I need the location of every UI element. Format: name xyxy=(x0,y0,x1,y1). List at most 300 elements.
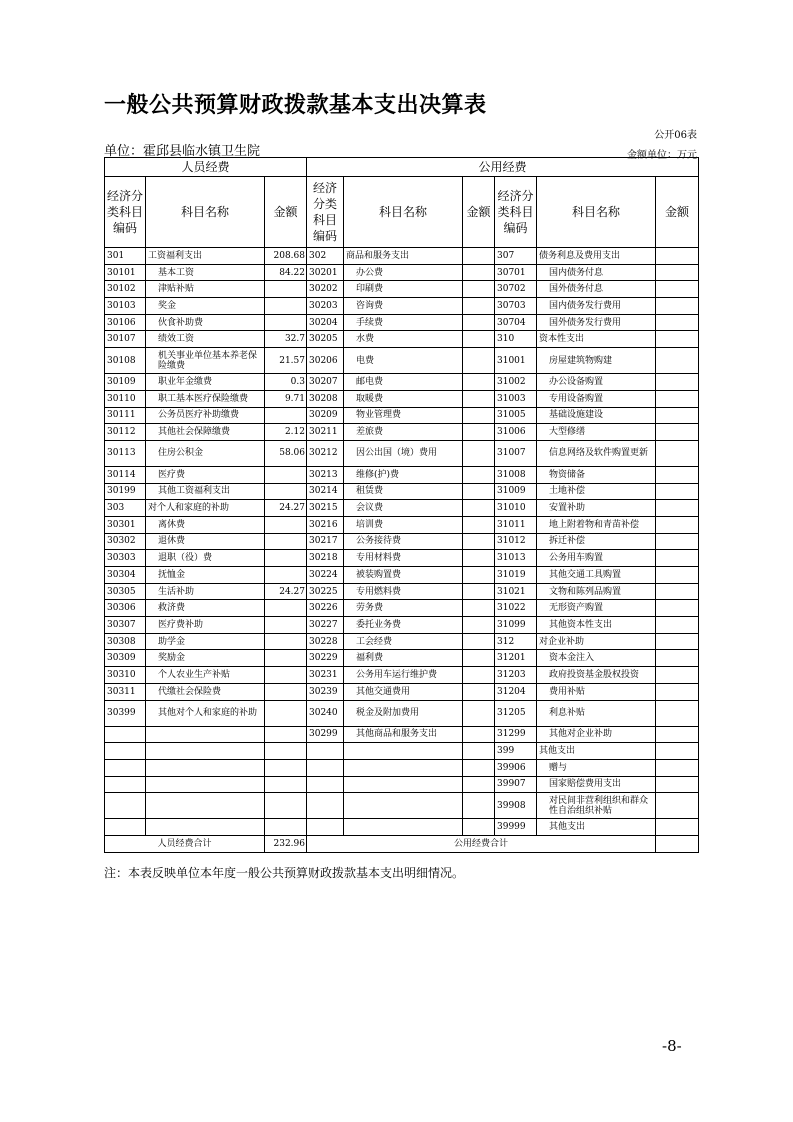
table-row xyxy=(105,314,699,331)
name-cell: 无形资产购置 xyxy=(537,600,656,617)
amount-cell xyxy=(265,281,307,298)
table-row xyxy=(105,516,699,533)
code-cell: 30103 xyxy=(105,298,146,315)
code-cell: 30704 xyxy=(495,314,537,331)
amount-cell xyxy=(463,264,495,281)
code-cell: 39999 xyxy=(495,819,537,836)
amount-cell: 24.27 xyxy=(265,500,307,517)
code-cell: 30106 xyxy=(105,314,146,331)
amount-cell xyxy=(656,466,699,483)
amount-cell xyxy=(656,743,699,760)
amount-cell: 0.3 xyxy=(265,374,307,391)
code-cell: 30307 xyxy=(105,617,146,634)
table-row xyxy=(105,650,699,667)
amount-cell xyxy=(656,617,699,634)
name-cell: 公务员医疗补助缴费 xyxy=(146,407,265,424)
name-cell: 文物和陈列品购置 xyxy=(537,583,656,600)
name-cell: 债务利息及费用支出 xyxy=(537,248,656,265)
amount-cell xyxy=(656,440,699,466)
amount-cell xyxy=(656,667,699,684)
code-cell: 31013 xyxy=(495,550,537,567)
code-cell: 30216 xyxy=(307,516,344,533)
amount-cell xyxy=(656,516,699,533)
amount-cell xyxy=(463,776,495,793)
code-cell: 31022 xyxy=(495,600,537,617)
table-row xyxy=(105,700,699,726)
name-cell: 因公出国（境）费用 xyxy=(344,440,463,466)
table-row xyxy=(105,819,699,836)
personnel-total-label: 人员经费合计 xyxy=(105,835,265,852)
name-cell xyxy=(146,759,265,776)
amount-cell xyxy=(463,483,495,500)
amount-cell xyxy=(656,424,699,441)
name-cell: 手续费 xyxy=(344,314,463,331)
amount-cell xyxy=(265,759,307,776)
name-cell: 资本性支出 xyxy=(537,331,656,348)
name-cell: 对个人和家庭的补助 xyxy=(146,500,265,517)
code-cell: 30206 xyxy=(307,348,344,374)
code-cell: 30304 xyxy=(105,567,146,584)
amount-cell xyxy=(463,793,495,819)
code-cell: 31008 xyxy=(495,466,537,483)
table-row xyxy=(105,424,699,441)
public-total-value xyxy=(656,835,699,852)
name-cell xyxy=(344,743,463,760)
name-cell: 培训费 xyxy=(344,516,463,533)
name-cell: 离休费 xyxy=(146,516,265,533)
amount-cell xyxy=(265,567,307,584)
name-cell: 其他资本性支出 xyxy=(537,617,656,634)
table-row xyxy=(105,776,699,793)
amount-cell xyxy=(656,650,699,667)
name-cell: 福利费 xyxy=(344,650,463,667)
code-cell: 30240 xyxy=(307,700,344,726)
name-cell: 政府投资基金股权投资 xyxy=(537,667,656,684)
code-cell: 30201 xyxy=(307,264,344,281)
amount-cell xyxy=(265,550,307,567)
amount-cell xyxy=(463,281,495,298)
code-cell: 31007 xyxy=(495,440,537,466)
name-cell: 邮电费 xyxy=(344,374,463,391)
code-cell: 30108 xyxy=(105,348,146,374)
amount-cell xyxy=(463,516,495,533)
table-row xyxy=(105,248,699,265)
code-cell: 307 xyxy=(495,248,537,265)
name-cell: 其他对个人和家庭的补助 xyxy=(146,700,265,726)
name-cell: 其他交通工具购置 xyxy=(537,567,656,584)
code-cell: 31204 xyxy=(495,683,537,700)
code-cell xyxy=(105,793,146,819)
col-name-header: 科目名称 xyxy=(344,177,463,248)
code-cell: 30211 xyxy=(307,424,344,441)
amount-cell xyxy=(265,314,307,331)
amount-cell xyxy=(463,683,495,700)
code-cell xyxy=(307,819,344,836)
col-code-header: 经济分类科目编码 xyxy=(307,177,344,248)
name-cell: 会议费 xyxy=(344,500,463,517)
name-cell: 公务用车购置 xyxy=(537,550,656,567)
name-cell: 助学金 xyxy=(146,633,265,650)
name-cell xyxy=(146,776,265,793)
table-row xyxy=(105,743,699,760)
name-cell: 抚恤金 xyxy=(146,567,265,584)
col-name-header: 科目名称 xyxy=(537,177,656,248)
name-cell: 对企业补助 xyxy=(537,633,656,650)
name-cell xyxy=(344,776,463,793)
name-cell: 物业管理费 xyxy=(344,407,463,424)
amount-cell xyxy=(463,533,495,550)
amount-cell xyxy=(656,583,699,600)
amount-cell xyxy=(656,683,699,700)
amount-cell xyxy=(463,348,495,374)
code-cell: 39908 xyxy=(495,793,537,819)
money-unit: 金额单位：万元 xyxy=(627,150,697,161)
amount-cell xyxy=(463,407,495,424)
name-cell: 委托业务费 xyxy=(344,617,463,634)
name-cell: 房屋建筑物购建 xyxy=(537,348,656,374)
amount-cell: 2.12 xyxy=(265,424,307,441)
unit-label: 单位：霍邱县临水镇卫生院 xyxy=(104,144,261,159)
name-cell: 对民间非营利组织和群众性自治组织补贴 xyxy=(537,793,656,819)
col-amount-header: 金额 xyxy=(463,177,495,248)
code-cell xyxy=(105,819,146,836)
code-cell: 30212 xyxy=(307,440,344,466)
amount-cell xyxy=(656,407,699,424)
expenditure-table xyxy=(104,157,699,853)
amount-cell: 208.68 xyxy=(265,248,307,265)
code-cell: 31201 xyxy=(495,650,537,667)
form-number: 公开06表 xyxy=(654,130,697,141)
amount-cell xyxy=(656,348,699,374)
amount-cell xyxy=(656,550,699,567)
amount-cell xyxy=(463,583,495,600)
amount-cell xyxy=(463,667,495,684)
code-cell xyxy=(307,759,344,776)
name-cell: 税金及附加费用 xyxy=(344,700,463,726)
amount-cell xyxy=(463,298,495,315)
table-row xyxy=(105,483,699,500)
personnel-header: 人员经费 xyxy=(105,158,307,177)
name-cell xyxy=(146,726,265,743)
amount-cell: 9.71 xyxy=(265,390,307,407)
name-cell: 住房公积金 xyxy=(146,440,265,466)
code-cell: 30239 xyxy=(307,683,344,700)
table-note: 注：本表反映单位本年度一般公共预算财政拨款基本支出明细情况。 xyxy=(104,866,465,880)
name-cell: 专用燃料费 xyxy=(344,583,463,600)
name-cell: 办公设备购置 xyxy=(537,374,656,391)
code-cell: 30112 xyxy=(105,424,146,441)
amount-cell xyxy=(656,700,699,726)
name-cell: 费用补贴 xyxy=(537,683,656,700)
code-cell: 30228 xyxy=(307,633,344,650)
table-row xyxy=(105,683,699,700)
name-cell: 土地补偿 xyxy=(537,483,656,500)
code-cell: 30199 xyxy=(105,483,146,500)
name-cell: 国内债务发行费用 xyxy=(537,298,656,315)
name-cell: 拆迁补偿 xyxy=(537,533,656,550)
table-row xyxy=(105,567,699,584)
amount-cell xyxy=(656,819,699,836)
code-cell: 30110 xyxy=(105,390,146,407)
code-cell: 30207 xyxy=(307,374,344,391)
amount-cell xyxy=(265,650,307,667)
amount-cell xyxy=(463,600,495,617)
name-cell: 专用材料费 xyxy=(344,550,463,567)
name-cell: 电费 xyxy=(344,348,463,374)
code-cell: 312 xyxy=(495,633,537,650)
amount-cell xyxy=(463,726,495,743)
code-cell: 30109 xyxy=(105,374,146,391)
code-cell: 31003 xyxy=(495,390,537,407)
amount-cell xyxy=(656,776,699,793)
code-cell: 30205 xyxy=(307,331,344,348)
table-row xyxy=(105,331,699,348)
amount-cell xyxy=(463,567,495,584)
col-name-header: 科目名称 xyxy=(146,177,265,248)
amount-cell xyxy=(265,483,307,500)
code-cell: 30225 xyxy=(307,583,344,600)
code-cell: 30217 xyxy=(307,533,344,550)
name-cell: 地上附着物和青苗补偿 xyxy=(537,516,656,533)
name-cell xyxy=(146,819,265,836)
name-cell: 被装购置费 xyxy=(344,567,463,584)
amount-cell xyxy=(265,600,307,617)
code-cell: 30703 xyxy=(495,298,537,315)
name-cell: 安置补助 xyxy=(537,500,656,517)
code-cell: 302 xyxy=(307,248,344,265)
table-row xyxy=(105,298,699,315)
code-cell: 30311 xyxy=(105,683,146,700)
amount-cell xyxy=(265,407,307,424)
name-cell: 救济费 xyxy=(146,600,265,617)
code-cell: 30101 xyxy=(105,264,146,281)
code-cell xyxy=(105,776,146,793)
public-header: 公用经费 xyxy=(307,158,699,177)
code-cell: 31021 xyxy=(495,583,537,600)
name-cell xyxy=(344,819,463,836)
code-cell: 30113 xyxy=(105,440,146,466)
code-cell: 30303 xyxy=(105,550,146,567)
amount-cell xyxy=(463,248,495,265)
table-row xyxy=(105,667,699,684)
code-cell: 30301 xyxy=(105,516,146,533)
name-cell: 租赁费 xyxy=(344,483,463,500)
code-cell xyxy=(307,793,344,819)
name-cell: 退休费 xyxy=(146,533,265,550)
page-number: -8- xyxy=(662,1037,682,1055)
name-cell xyxy=(344,759,463,776)
amount-cell xyxy=(463,633,495,650)
amount-cell xyxy=(463,331,495,348)
code-cell: 31009 xyxy=(495,483,537,500)
name-cell: 国外债务付息 xyxy=(537,281,656,298)
table-row xyxy=(105,390,699,407)
amount-cell: 21.57 xyxy=(265,348,307,374)
name-cell: 基本工资 xyxy=(146,264,265,281)
amount-cell xyxy=(656,533,699,550)
amount-cell xyxy=(656,600,699,617)
amount-cell: 84.22 xyxy=(265,264,307,281)
code-cell: 30102 xyxy=(105,281,146,298)
amount-cell xyxy=(656,248,699,265)
table-row xyxy=(105,374,699,391)
code-cell: 30226 xyxy=(307,600,344,617)
code-cell: 399 xyxy=(495,743,537,760)
amount-cell xyxy=(265,793,307,819)
name-cell: 公务接待费 xyxy=(344,533,463,550)
table-row xyxy=(105,617,699,634)
code-cell: 30224 xyxy=(307,567,344,584)
amount-cell xyxy=(656,500,699,517)
table-row xyxy=(105,583,699,600)
code-cell: 30306 xyxy=(105,600,146,617)
code-cell: 30227 xyxy=(307,617,344,634)
table-row xyxy=(105,500,699,517)
name-cell: 取暖费 xyxy=(344,390,463,407)
code-cell: 30305 xyxy=(105,583,146,600)
amount-cell xyxy=(265,700,307,726)
code-cell: 31299 xyxy=(495,726,537,743)
code-cell: 30302 xyxy=(105,533,146,550)
amount-cell xyxy=(656,567,699,584)
name-cell: 国外债务发行费用 xyxy=(537,314,656,331)
col-code-header: 经济分类科目编码 xyxy=(495,177,537,248)
name-cell: 咨询费 xyxy=(344,298,463,315)
code-cell: 39907 xyxy=(495,776,537,793)
code-cell: 30702 xyxy=(495,281,537,298)
amount-cell xyxy=(265,819,307,836)
amount-cell xyxy=(463,743,495,760)
name-cell: 维修(护)费 xyxy=(344,466,463,483)
amount-cell xyxy=(463,440,495,466)
name-cell: 基础设施建设 xyxy=(537,407,656,424)
amount-cell xyxy=(265,466,307,483)
table-row xyxy=(105,440,699,466)
name-cell: 国家赔偿费用支出 xyxy=(537,776,656,793)
code-cell: 31205 xyxy=(495,700,537,726)
name-cell: 差旅费 xyxy=(344,424,463,441)
code-cell: 30204 xyxy=(307,314,344,331)
table-row xyxy=(105,533,699,550)
code-cell xyxy=(307,776,344,793)
amount-cell xyxy=(656,483,699,500)
name-cell: 利息补贴 xyxy=(537,700,656,726)
amount-cell xyxy=(265,617,307,634)
amount-cell xyxy=(265,776,307,793)
code-cell: 30213 xyxy=(307,466,344,483)
amount-cell: 32.7 xyxy=(265,331,307,348)
name-cell: 津贴补贴 xyxy=(146,281,265,298)
amount-cell xyxy=(656,374,699,391)
code-cell: 30701 xyxy=(495,264,537,281)
code-cell: 30111 xyxy=(105,407,146,424)
amount-cell xyxy=(265,683,307,700)
name-cell: 水费 xyxy=(344,331,463,348)
table-row xyxy=(105,759,699,776)
name-cell: 医疗费补助 xyxy=(146,617,265,634)
code-cell: 30202 xyxy=(307,281,344,298)
code-cell: 30310 xyxy=(105,667,146,684)
code-cell: 30399 xyxy=(105,700,146,726)
code-cell xyxy=(307,743,344,760)
code-cell: 30107 xyxy=(105,331,146,348)
table-row xyxy=(105,407,699,424)
code-cell: 31099 xyxy=(495,617,537,634)
amount-cell xyxy=(656,793,699,819)
name-cell: 退职（役）费 xyxy=(146,550,265,567)
code-cell: 31005 xyxy=(495,407,537,424)
name-cell: 绩效工资 xyxy=(146,331,265,348)
code-cell: 30309 xyxy=(105,650,146,667)
amount-cell xyxy=(265,743,307,760)
amount-cell xyxy=(656,390,699,407)
table-body xyxy=(105,248,699,836)
name-cell: 奖金 xyxy=(146,298,265,315)
table-row xyxy=(105,550,699,567)
code-cell: 30114 xyxy=(105,466,146,483)
code-cell xyxy=(105,743,146,760)
code-cell: 31011 xyxy=(495,516,537,533)
name-cell: 工资福利支出 xyxy=(146,248,265,265)
code-cell xyxy=(105,759,146,776)
table-row xyxy=(105,793,699,819)
amount-cell xyxy=(463,500,495,517)
code-cell xyxy=(105,726,146,743)
amount-cell xyxy=(463,314,495,331)
amount-cell xyxy=(463,466,495,483)
name-cell: 赠与 xyxy=(537,759,656,776)
amount-cell xyxy=(265,516,307,533)
amount-cell: 24.27 xyxy=(265,583,307,600)
code-cell: 31002 xyxy=(495,374,537,391)
amount-cell: 58.06 xyxy=(265,440,307,466)
name-cell: 印刷费 xyxy=(344,281,463,298)
amount-cell xyxy=(463,759,495,776)
name-cell: 其他对企业补助 xyxy=(537,726,656,743)
table-row xyxy=(105,281,699,298)
table-row xyxy=(105,348,699,374)
name-cell: 生活补助 xyxy=(146,583,265,600)
name-cell xyxy=(344,793,463,819)
amount-cell xyxy=(463,700,495,726)
code-cell: 30215 xyxy=(307,500,344,517)
table-row xyxy=(105,633,699,650)
name-cell: 国内债务付息 xyxy=(537,264,656,281)
amount-cell xyxy=(265,667,307,684)
amount-cell xyxy=(656,298,699,315)
code-cell: 30203 xyxy=(307,298,344,315)
name-cell: 职业年金缴费 xyxy=(146,374,265,391)
amount-cell xyxy=(656,264,699,281)
amount-cell xyxy=(656,314,699,331)
amount-cell xyxy=(265,633,307,650)
name-cell: 信息网络及软件购置更新 xyxy=(537,440,656,466)
amount-cell xyxy=(656,633,699,650)
col-amount-header: 金额 xyxy=(656,177,699,248)
code-cell: 31010 xyxy=(495,500,537,517)
amount-cell xyxy=(656,726,699,743)
code-cell: 31019 xyxy=(495,567,537,584)
amount-cell xyxy=(463,650,495,667)
name-cell: 劳务费 xyxy=(344,600,463,617)
name-cell: 其他商品和服务支出 xyxy=(344,726,463,743)
name-cell: 奖励金 xyxy=(146,650,265,667)
table-row xyxy=(105,264,699,281)
name-cell: 其他支出 xyxy=(537,743,656,760)
amount-cell xyxy=(656,759,699,776)
name-cell: 资本金注入 xyxy=(537,650,656,667)
name-cell: 办公费 xyxy=(344,264,463,281)
